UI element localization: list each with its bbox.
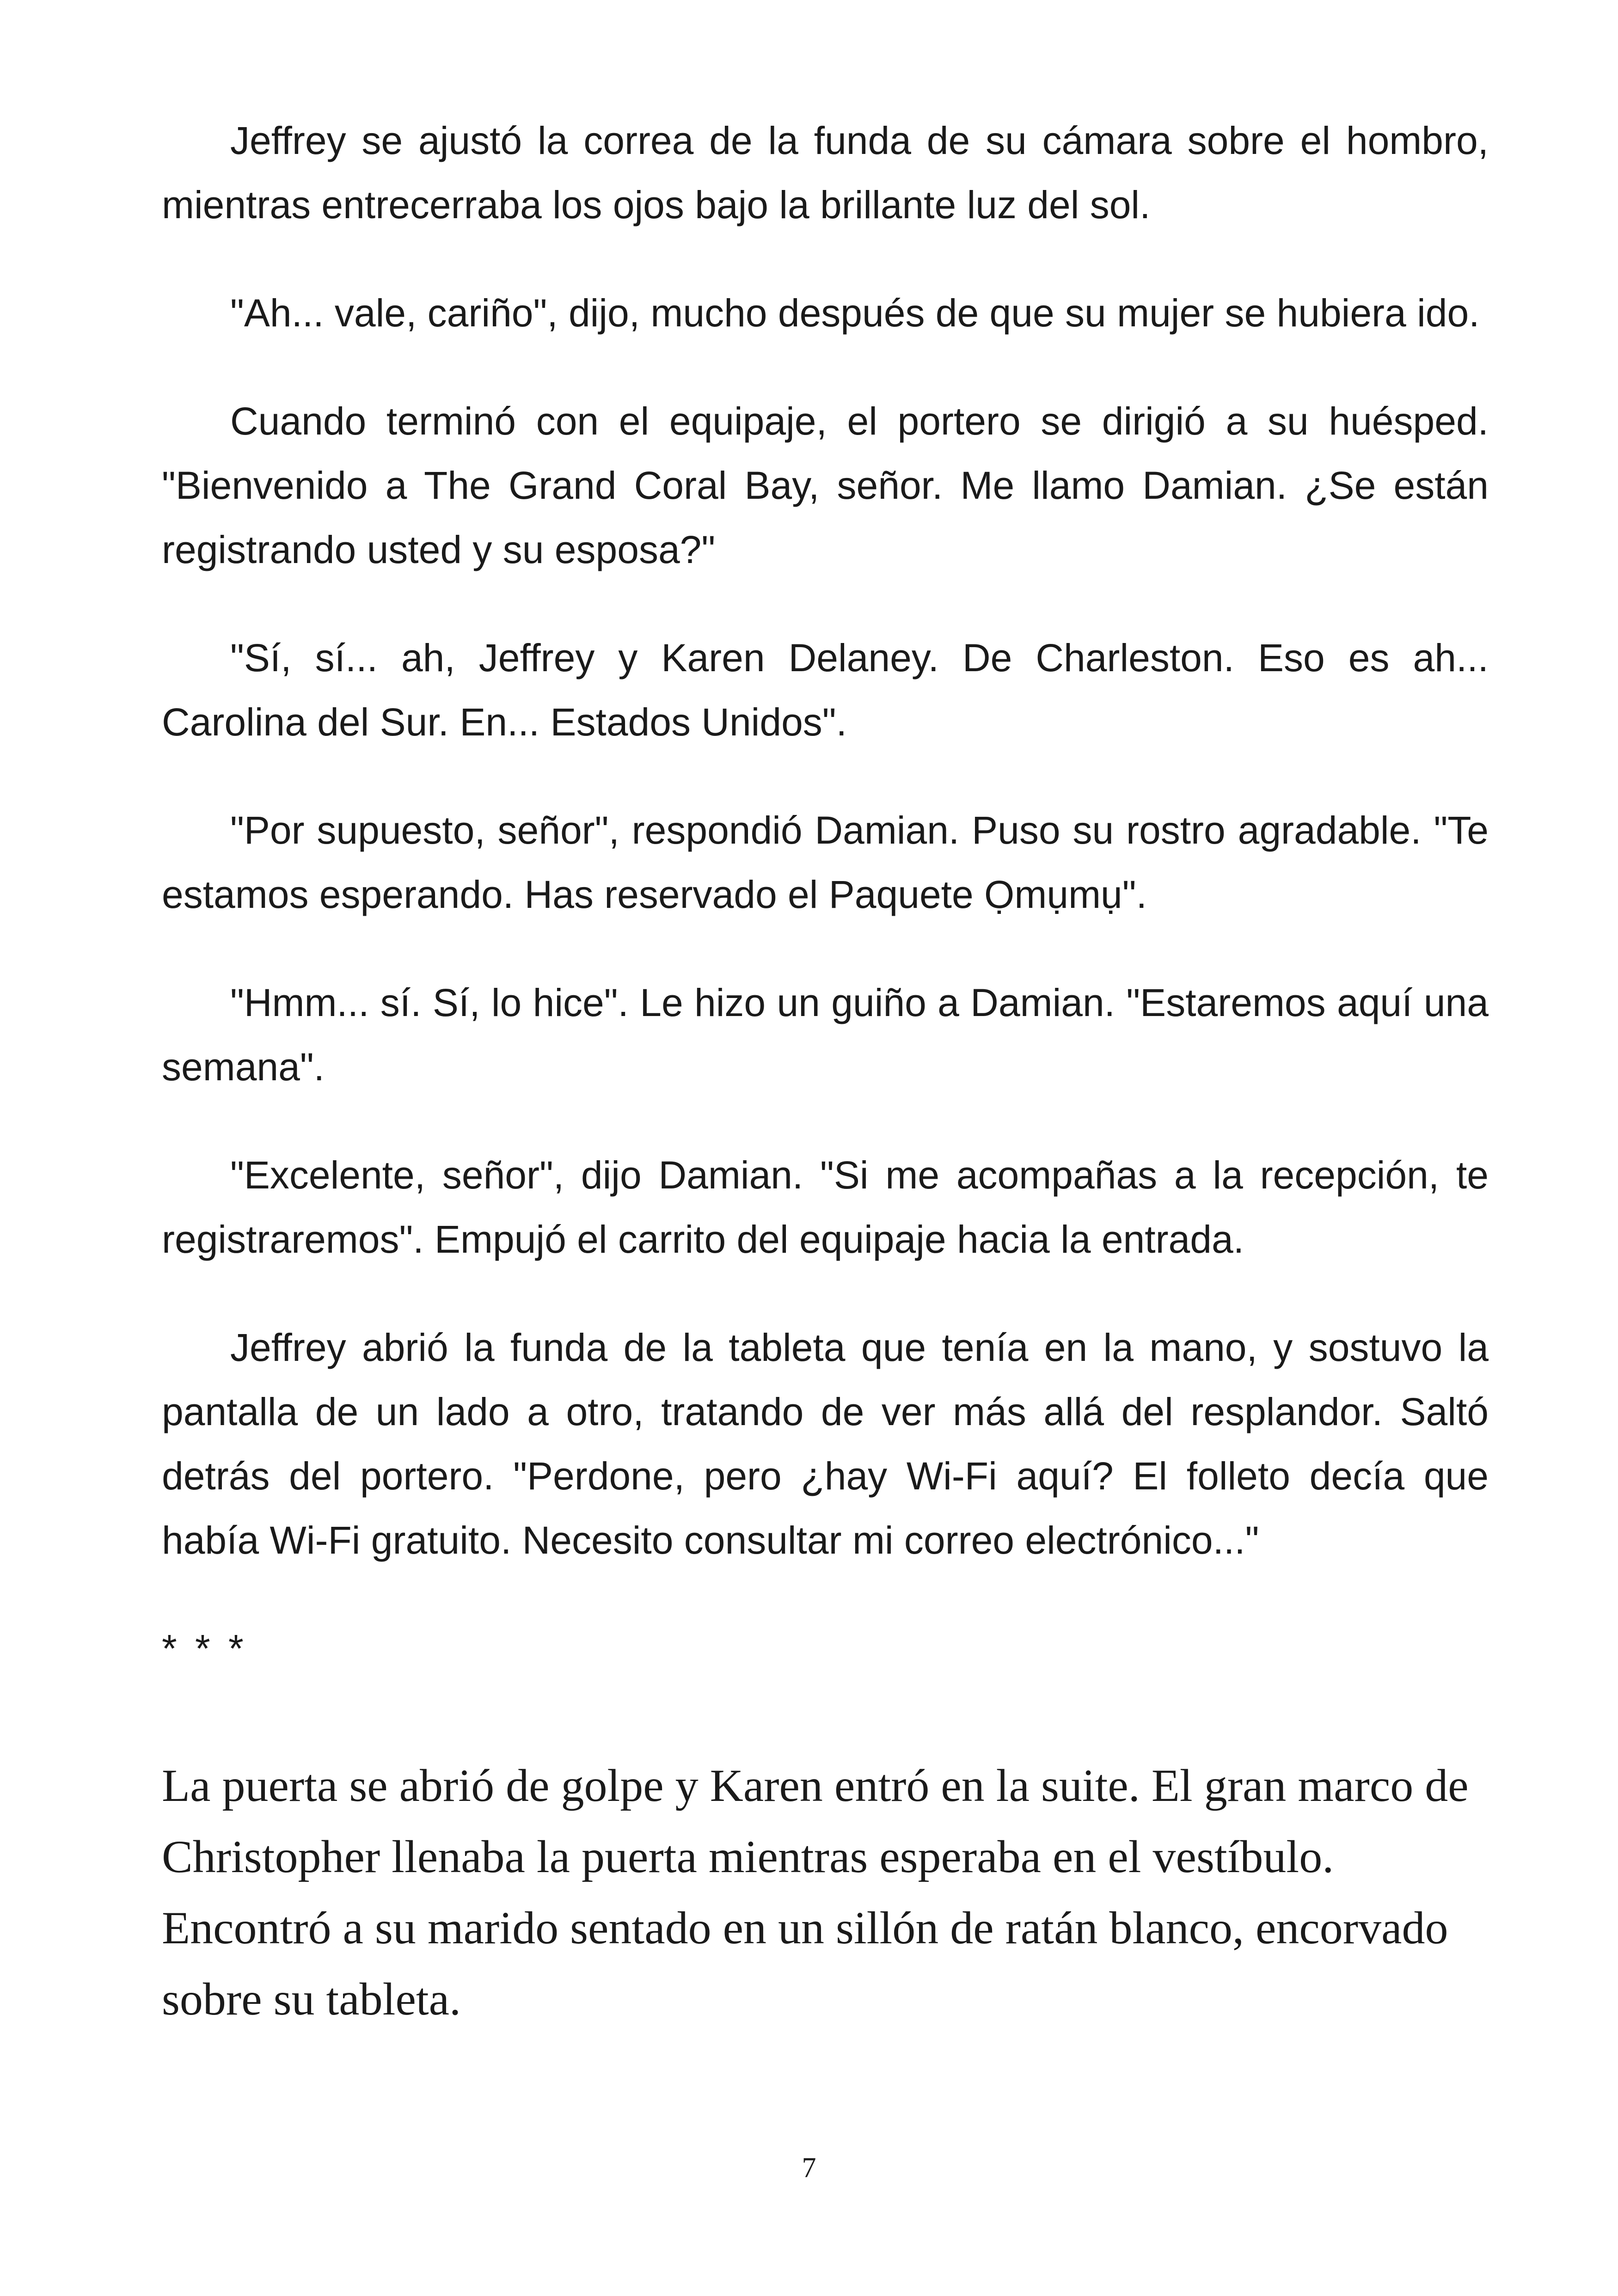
paragraph-4: "Sí, sí... ah, Jeffrey y Karen Delaney. De Charleston. Eso es ah... Carolina del Sur. En... Estados Unidos". bbox=[162, 636, 1489, 744]
paragraph-2: "Ah... vale, cariño", dijo, mucho después de que su mujer se hubiera ido. bbox=[230, 291, 1480, 335]
page-number: 7 bbox=[802, 2152, 816, 2184]
paragraph-5: "Por supuesto, señor", respondió Damian. Puso su rostro agradable. "Te estamos esperando. Has reservado el Paquete Ọmụmụ". bbox=[162, 808, 1489, 916]
serif-paragraph: La puerta se abrió de golpe y Karen entró en la suite. El gran marco de Christopher llenaba la puerta mientras esperaba en el vestíbulo. Encontró a su marido sentado en un sillón de ratán blanco, encorvado sobre su tableta. bbox=[162, 1760, 1469, 2025]
paragraph-7: "Excelente, señor", dijo Damian. "Si me acompañas a la recepción, te registraremos". Empujó el carrito del equipaje hacia la entrada. bbox=[162, 1153, 1489, 1261]
paragraph-6: "Hmm... sí. Sí, lo hice". Le hizo un guiño a Damian. "Estaremos aquí una semana". bbox=[162, 981, 1489, 1089]
page-body bbox=[162, 109, 1489, 2035]
paragraph-8: Jeffrey abrió la funda de la tableta que tenía en la mano, y sostuvo la pantalla de un lado a otro, tratando de ver más allá del resplandor. Saltó detrás del portero. "Perdone, pero ¿hay Wi-Fi aquí? El folleto decía que había Wi-Fi gratuito. Necesito consultar mi correo electrónico..." bbox=[162, 1326, 1489, 1562]
paragraph-1: Jeffrey se ajustó la correa de la funda de su cámara sobre el hombro, mientras entrecerraba los ojos bajo la brillante luz del sol. bbox=[162, 119, 1489, 227]
paragraph-3: Cuando terminó con el equipaje, el portero se dirigió a su huésped. "Bienvenido a The Grand Coral Bay, señor. Me llamo Damian. ¿Se están registrando usted y su esposa?" bbox=[162, 399, 1489, 571]
scene-break: * * * bbox=[162, 1627, 247, 1670]
